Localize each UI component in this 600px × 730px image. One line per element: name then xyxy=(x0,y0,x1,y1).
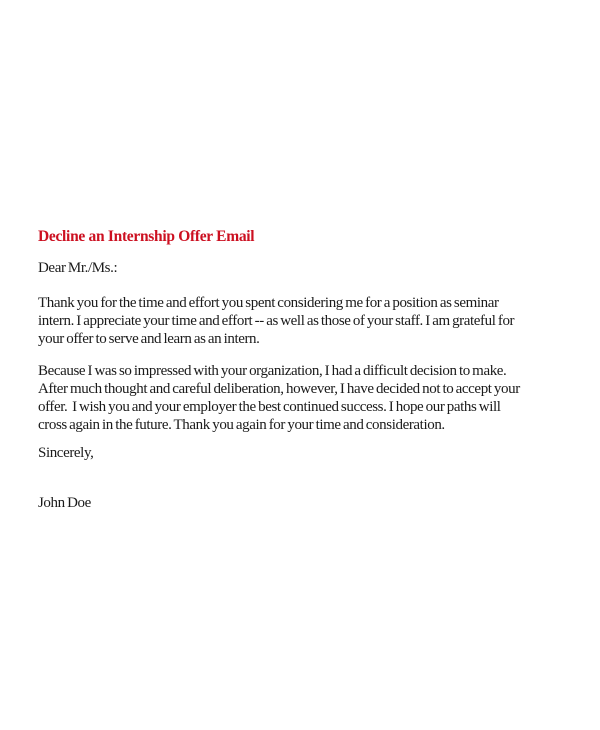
paragraph-1 xyxy=(38,294,578,348)
paragraph-line: offer. I wish you and your employer the best continued success. I hope our paths will xyxy=(38,399,501,415)
paragraph-line: your offer to serve and learn as an intern. xyxy=(38,331,260,347)
signature: John Doe xyxy=(38,495,91,511)
paragraph-line: Thank you for the time and effort you spent considering me for a position as seminar xyxy=(38,295,499,311)
salutation: Dear Mr./Ms.: xyxy=(38,260,118,276)
paragraph-line: After much thought and careful deliberation, however, I have decided not to accept your xyxy=(38,381,520,397)
paragraph-line: intern. I appreciate your time and effort -- as well as those of your staff. I am grateful for xyxy=(38,313,515,329)
letter-content xyxy=(38,228,578,512)
paragraph-line: Because I was so impressed with your organization, I had a difficult decision to make. xyxy=(38,363,507,379)
paragraph-line: cross again in the future. Thank you again for your time and consideration. xyxy=(38,417,445,433)
closing: Sincerely, xyxy=(38,445,94,461)
letter-heading: Decline an Internship Offer Email xyxy=(38,228,255,245)
paragraph-2 xyxy=(38,362,578,434)
